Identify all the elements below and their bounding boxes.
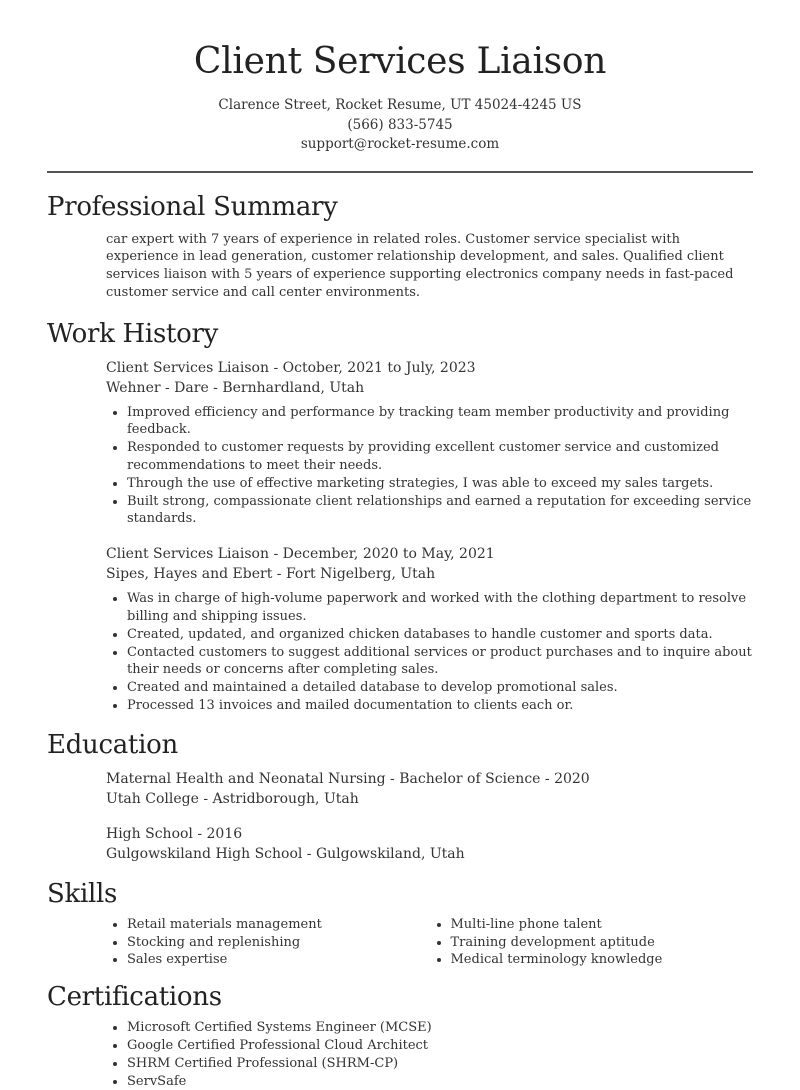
- certification-list: [106, 1019, 753, 1090]
- job-entry: [106, 544, 753, 715]
- degree-line: Maternal Health and Neonatal Nursing - Bachelor of Science - 2020: [106, 770, 590, 787]
- skill-item: • Sales expertise: [127, 951, 430, 969]
- skill-item: • Medical terminology knowledge: [451, 951, 754, 969]
- skill-item: • Training development aptitude: [451, 934, 754, 952]
- education-section: [47, 729, 753, 864]
- job-bullet: • Through the use of effective marketing strategies, I was able to exceed my sales targets.: [127, 475, 753, 493]
- address: Clarence Street, Rocket Resume, UT 45024-4245 US: [218, 97, 582, 113]
- summary-text: car expert with 7 years of experience in related roles. Customer service specialist with experience in lead generation, customer relationship development, and sales. Qualified client services liaison with 5 years of experience supporting electronics company needs in fast-paced customer service and call center environments.: [106, 231, 734, 300]
- school-line: Gulgowskiland High School - Gulgowskiland, Utah: [106, 845, 465, 862]
- section-heading-work: Work History: [47, 318, 219, 349]
- certification-item: • Microsoft Certified Systems Engineer (MCSE): [127, 1019, 753, 1037]
- job-title-line: Client Services Liaison - October, 2021 to July, 2023: [106, 359, 476, 376]
- certifications-section: [47, 981, 753, 1090]
- skills-section: [47, 878, 753, 969]
- resume-name: Client Services Liaison: [193, 41, 607, 82]
- job-entry: [106, 358, 753, 529]
- certification-item: • Google Certified Professional Cloud Architect: [127, 1037, 753, 1055]
- email: support@rocket-resume.com: [300, 136, 500, 152]
- education-entry: [106, 769, 753, 809]
- job-bullet: • Created, updated, and organized chicken databases to handle customer and sports data.: [127, 626, 753, 644]
- certification-item: • SHRM Certified Professional (SHRM-CP): [127, 1055, 753, 1073]
- header-divider: [47, 171, 753, 173]
- job-bullet: • Was in charge of high-volume paperwork and worked with the clothing department to resolve billing and shipping issues.: [127, 590, 753, 626]
- certification-item: • ServSafe: [127, 1073, 753, 1090]
- phone: (566) 833-5745: [347, 116, 453, 133]
- skill-item: • Retail materials management: [127, 916, 430, 934]
- job-bullet: • Built strong, compassionate client relationships and earned a reputation for exceeding service standards.: [127, 493, 753, 529]
- job-bullet: • Processed 13 invoices and mailed documentation to clients each or.: [127, 697, 753, 715]
- contact-block: [47, 96, 753, 155]
- job-company-line: Sipes, Hayes and Ebert - Fort Nigelberg, Utah: [106, 566, 436, 583]
- job-bullet: • Contacted customers to suggest additional services or product purchases and to inquire about their needs or concerns after completing sales.: [127, 644, 753, 680]
- skills-right: [430, 916, 754, 969]
- section-heading-certifications: Certifications: [47, 982, 222, 1013]
- skills-columns: [106, 916, 753, 969]
- section-heading-education: Education: [47, 729, 178, 760]
- section-heading-summary: Professional Summary: [47, 191, 338, 222]
- skills-left: [106, 916, 430, 969]
- work-history-section: [47, 318, 753, 715]
- section-heading-skills: Skills: [47, 878, 118, 909]
- school-line: Utah College - Astridborough, Utah: [106, 790, 359, 807]
- summary-section: [47, 191, 753, 302]
- job-company-line: Wehner - Dare - Bernhardland, Utah: [106, 379, 365, 396]
- job-bullet: • Improved efficiency and performance by tracking team member productivity and providing feedback.: [127, 404, 753, 440]
- education-entry: [106, 824, 753, 864]
- job-bullet: • Created and maintained a detailed database to develop promotional sales.: [127, 679, 753, 697]
- job-bullet: • Responded to customer requests by providing excellent customer service and customized recommendations to meet their needs.: [127, 439, 753, 475]
- skill-item: • Stocking and replenishing: [127, 934, 430, 952]
- job-bullets: [106, 404, 753, 529]
- job-bullets: [106, 590, 753, 715]
- job-title-line: Client Services Liaison - December, 2020 to May, 2021: [106, 546, 495, 563]
- degree-line: High School - 2016: [106, 825, 243, 842]
- skill-item: • Multi-line phone talent: [451, 916, 754, 934]
